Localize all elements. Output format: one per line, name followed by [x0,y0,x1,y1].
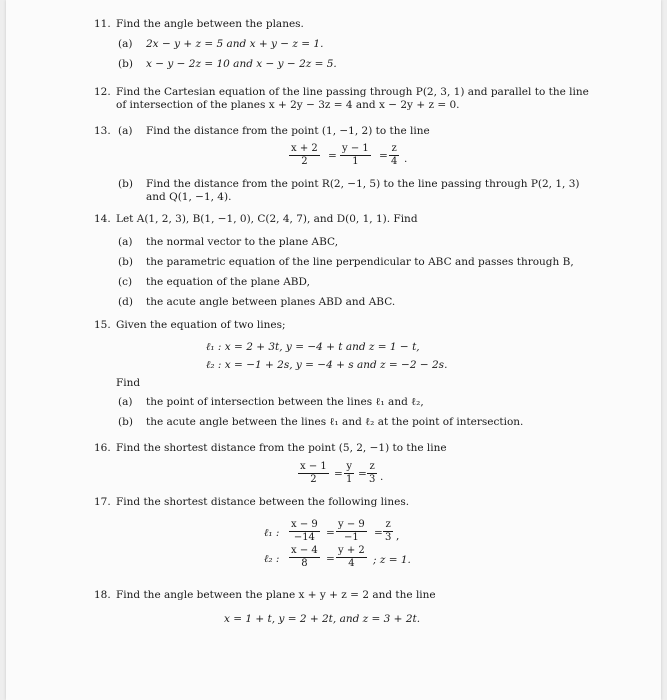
problem-13b-line-2: and Q(1, −1, 4). [146,191,232,203]
problem-13-fraction-y [340,143,371,168]
line-1-label: ℓ₁ : [264,527,280,539]
problem-17-l1-fraction-x [289,519,320,544]
numerator: z [369,461,375,472]
problem-11a-label: (a) [118,38,133,50]
problem-13-fraction-z [389,143,399,168]
problem-14c-label: (c) [118,276,133,288]
document-page [6,0,661,700]
problem-14c-text: the equation of the plane ABD, [146,276,310,288]
denominator: −14 [289,531,320,544]
problem-14b-label: (b) [118,256,133,268]
problem-17-stem: Find the shortest distance between the following lines. [116,496,410,508]
equals-sign: = [334,468,343,480]
problem-13b-label: (b) [118,178,133,190]
problem-15b-text: the acute angle between the lines ℓ₁ and ℓ₂ at the point of intersection. [146,416,524,428]
numerator: x + 2 [291,143,318,154]
numerator: z [391,143,397,154]
numerator: x − 4 [291,545,318,556]
problem-17-l1-fraction-y [336,519,367,544]
denominator: 2 [289,155,320,168]
problem-15-line-1: ℓ₁ : x = 2 + 3t, y = −4 + t and z = 1 − t, [206,341,420,353]
problem-13b-line-1: Find the distance from the point R(2, −1, 5) to the line passing through P(2, 1, 3) [146,178,580,190]
problem-13a-text: Find the distance from the point (1, −1, 2) to the line [146,125,430,137]
numerator: y [346,461,353,472]
problem-17-number: 17. [94,496,111,508]
numerator: z [385,519,391,530]
equals-sign: = [374,527,383,539]
problem-16-stem: Find the shortest distance from the point (5, 2, −1) to the line [116,442,447,454]
problem-17-l1-fraction-z [383,519,393,544]
denominator: 1 [340,155,371,168]
problem-14d-label: (d) [118,296,133,308]
equals-sign: = [379,150,388,162]
problem-14-number: 14. [94,213,111,225]
problem-13-number: 13. [94,125,111,137]
problem-11a-text: 2x − y + z = 5 and x + y − z = 1. [146,38,324,50]
numerator: x − 1 [300,461,327,472]
problem-13-fraction-x [289,143,320,168]
numerator: x − 9 [291,519,318,530]
problem-12-number: 12. [94,86,111,98]
denominator: 4 [336,557,367,570]
problem-14b-text: the parametric equation of the line perpendicular to ABC and passes through B, [146,256,574,268]
problem-11-number: 11. [94,18,111,30]
problem-17-l2-tail: ; z = 1. [373,554,411,566]
numerator: y − 1 [342,143,369,154]
problem-12-line-1: Find the Cartesian equation of the line passing through P(2, 3, 1) and parallel to the line [116,86,589,98]
problem-15-find: Find [116,377,141,389]
problem-14-stem: Let A(1, 2, 3), B(1, −1, 0), C(2, 4, 7), and D(0, 1, 1). Find [116,213,418,225]
line-2-label: ℓ₂ : [264,553,280,565]
denominator: 3 [385,532,392,543]
denominator: 2 [298,473,329,486]
problem-15b-label: (b) [118,416,133,428]
problem-11b-label: (b) [118,58,133,70]
problem-13a-label: (a) [118,125,133,137]
problem-16-number: 16. [94,442,111,454]
problem-17-l2-fraction-y [336,545,367,570]
problem-12-line-2: of intersection of the planes x + 2y − 3z = 4 and x − 2y + z = 0. [116,99,460,111]
problem-15-stem: Given the equation of two lines; [116,319,286,331]
problem-15a-text: the point of intersection between the lines ℓ₁ and ℓ₂, [146,396,424,408]
period: . [404,153,408,165]
problem-18-stem: Find the angle between the plane x + y + z = 2 and the line [116,589,436,601]
equals-sign: = [326,527,335,539]
problem-17-l2-fraction-x [289,545,320,570]
problem-15-line-2: ℓ₂ : x = −1 + 2s, y = −4 + s and z = −2 − 2s. [206,359,448,371]
numerator: y + 2 [338,545,365,556]
problem-16-fraction-z [367,461,377,486]
problem-16-fraction-y [344,461,354,486]
problem-14a-text: the normal vector to the plane ABC, [146,236,339,248]
problem-14a-label: (a) [118,236,133,248]
problem-11-stem: Find the angle between the planes. [116,18,304,30]
equals-sign: = [328,150,337,162]
period: . [380,471,384,483]
denominator: −1 [336,531,367,544]
problem-18-number: 18. [94,589,111,601]
problem-18-line-equation: x = 1 + t, y = 2 + 2t, and z = 3 + 2t. [224,613,421,625]
denominator: 4 [391,156,398,167]
denominator: 3 [369,474,376,485]
numerator: y − 9 [338,519,365,530]
problem-15a-label: (a) [118,396,133,408]
equals-sign: = [358,468,367,480]
denominator: 1 [346,474,353,485]
problem-16-fraction-x [298,461,329,486]
problem-11b-text: x − y − 2z = 10 and x − y − 2z = 5. [146,58,337,70]
problem-15-number: 15. [94,319,111,331]
denominator: 8 [289,557,320,570]
problem-14d-text: the acute angle between planes ABD and ABC. [146,296,396,308]
comma: , [396,530,400,542]
equals-sign: = [326,553,335,565]
